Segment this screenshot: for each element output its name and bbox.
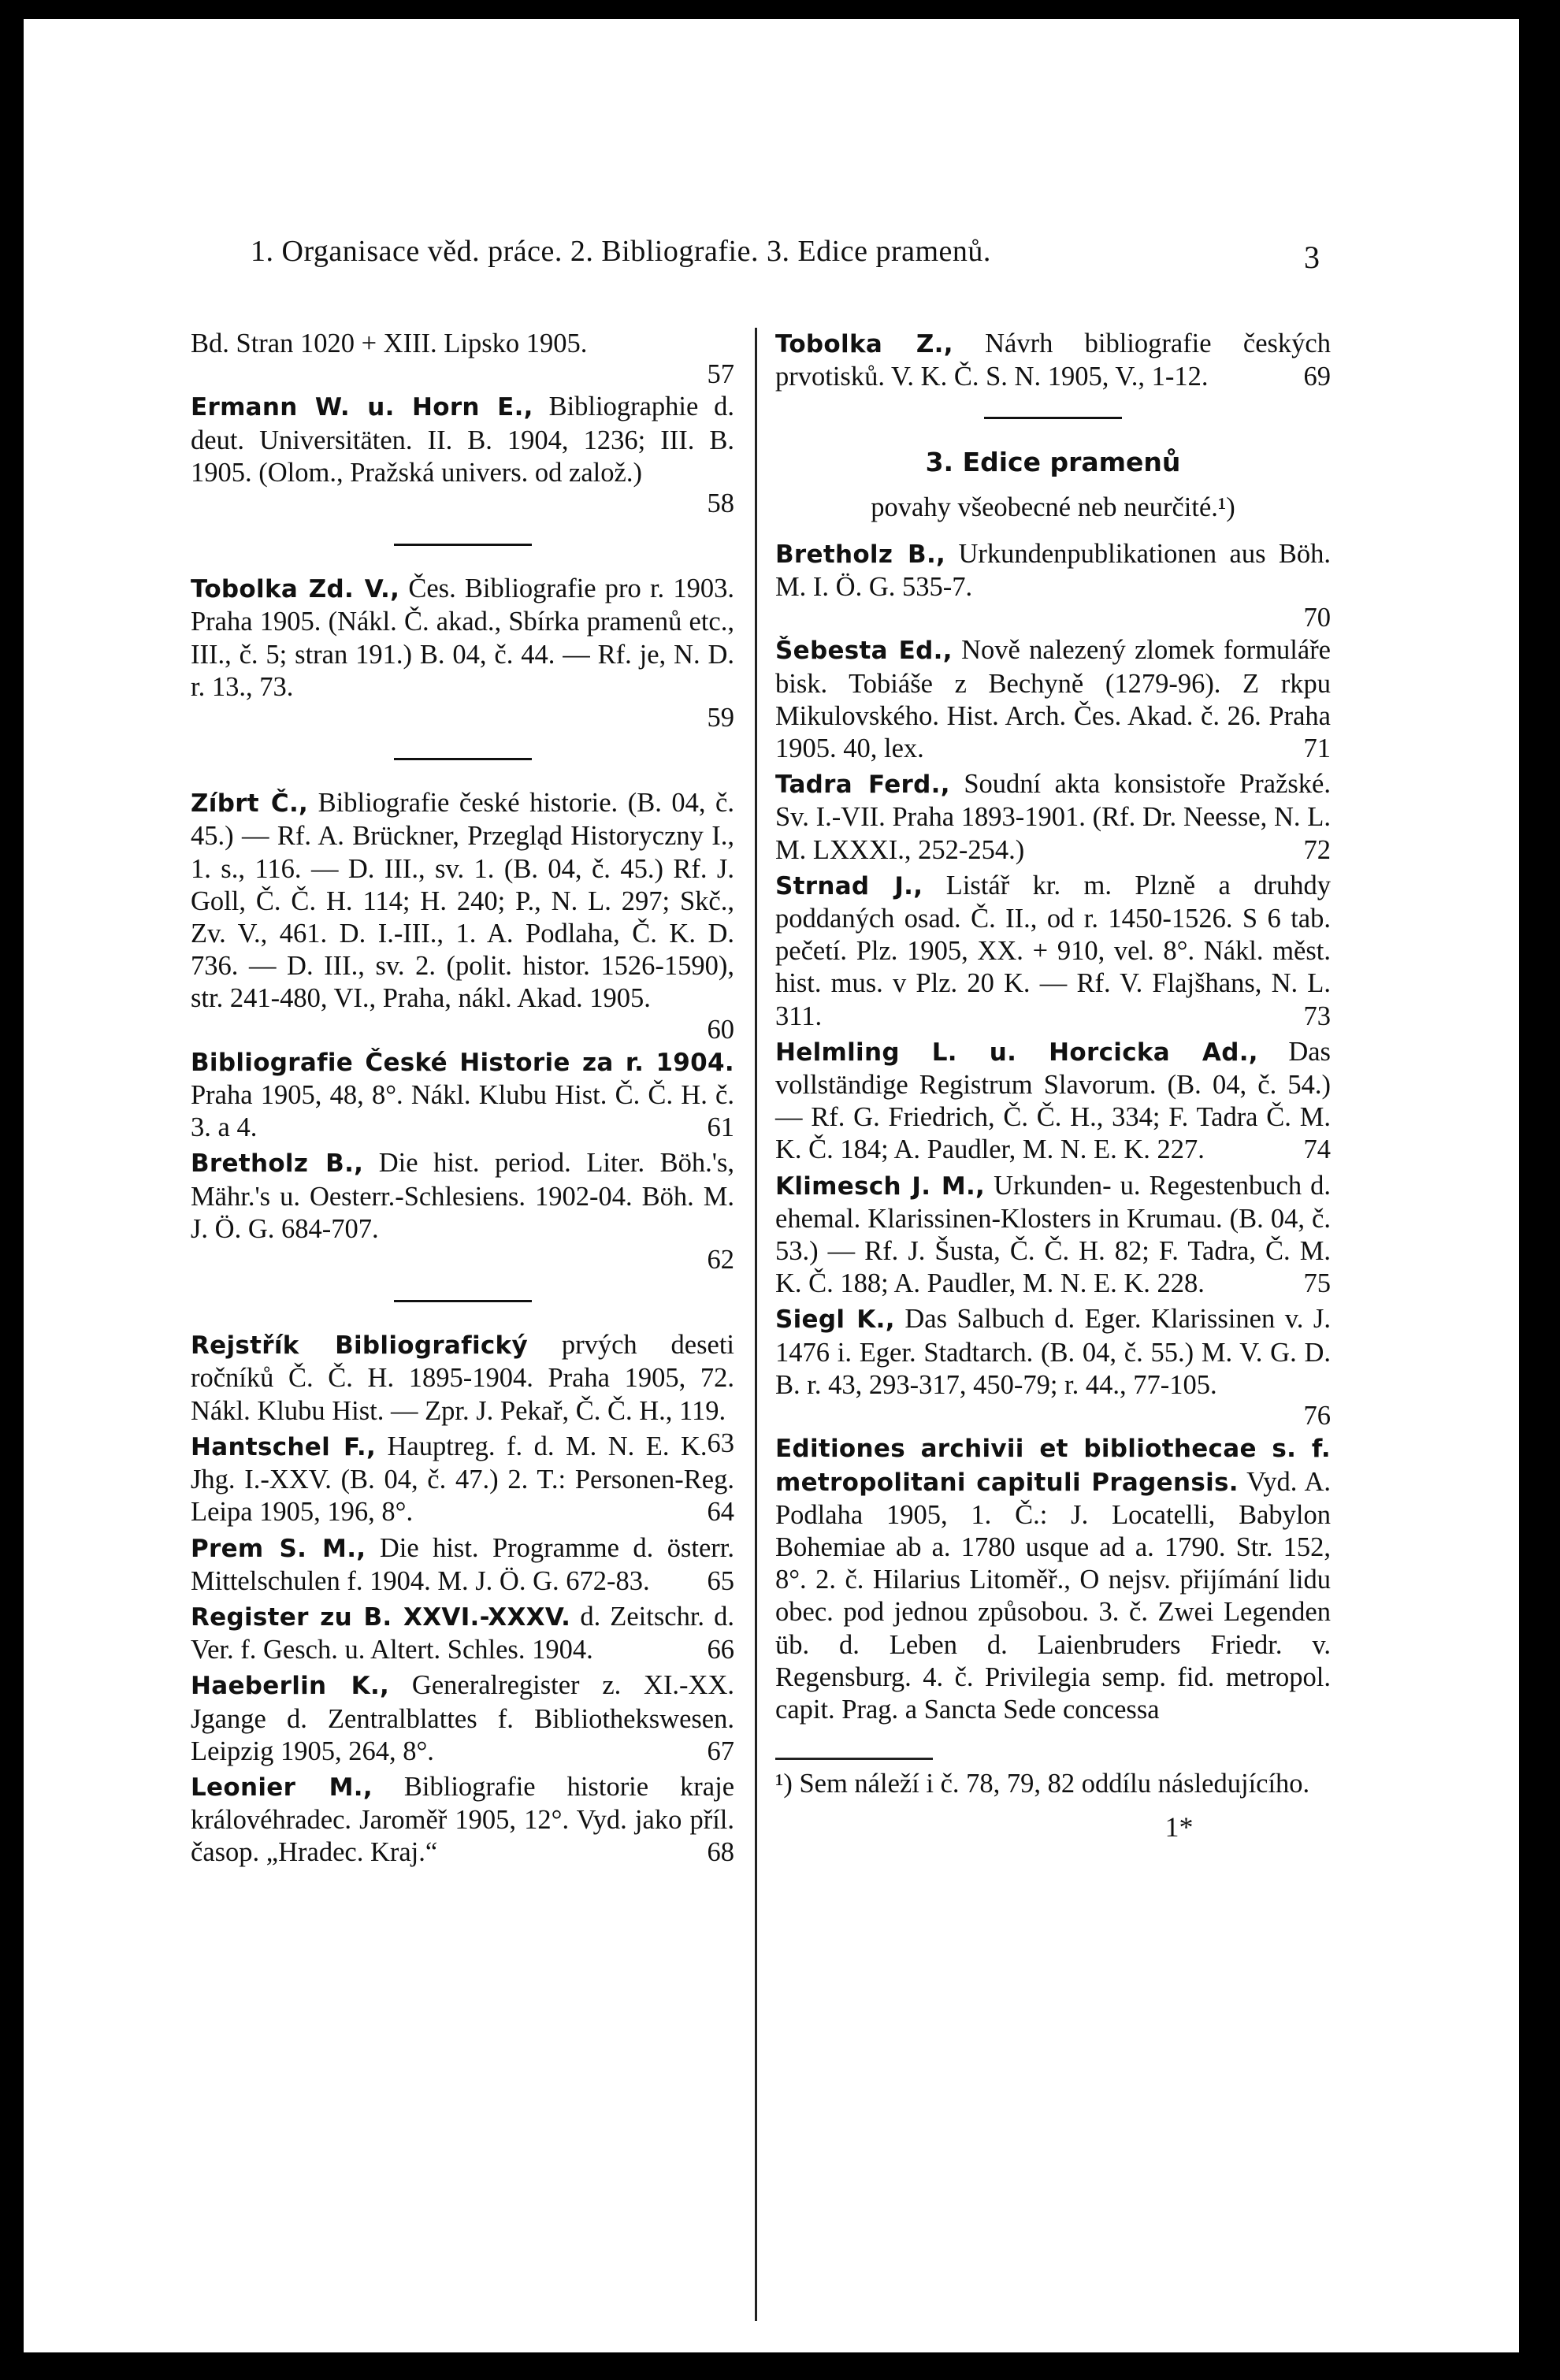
entry-text: Návrh bibliografie českých prvotisků. V. K. Č. S. N. 1905, V., 1-12.: [775, 329, 1331, 392]
bibliography-entry: [191, 328, 734, 360]
entry-author: Register zu B. XXVI.-XXXV.: [191, 1602, 571, 1632]
entry-text: Hauptreg. f. d. M. N. E. K. Jhg. I.-XXV. (B. 04, č. 47.) 2. T.: Personen-Reg. Leipa 1905, 196, 8°.: [191, 1431, 734, 1528]
bibliography-entry: [191, 1431, 734, 1529]
entry-number: 60: [707, 1014, 734, 1045]
entry-author: Rejstřík Bibliografický: [191, 1331, 528, 1361]
column-divider: [755, 328, 757, 2321]
entry-author: Tobolka Zd. V.,: [191, 575, 400, 604]
entry-text: Das Salbuch d. Eger. Klarissinen v. J. 1476 i. Eger. Stadtarch. (B. 04, č. 55.) M. V. G. D. B. r. 43, 293-317, 450-79; r. 44., 77-105.: [775, 1304, 1331, 1400]
entry-author: Tobolka Z.,: [775, 330, 953, 358]
entry-text: Urkundenpublikationen aus Böh. M. I. Ö. G. 535-7.: [775, 538, 1331, 603]
entry-author: Editiones archivii et bibliothecae s. f. metropolitani capituli Pragensis.: [775, 1435, 1331, 1497]
entry-author: Šebesta Ed.,: [775, 637, 953, 666]
section-subtitle: povahy všeobecné neb neurčité.¹): [871, 492, 1235, 522]
bibliography-entry: [191, 787, 734, 1015]
separator-rule: [394, 544, 532, 546]
entry-number: 73: [1303, 1001, 1331, 1031]
entry-author: Zíbrt Č.,: [191, 789, 309, 819]
entry-text: Bibliografie české historie. (B. 04, č. 45.) — Rf. A. Brückner, Przegląd Historyczny I., 1. s., 116. — D. III., sv. 1. (B. 04, č. 45.) Rf. J. Goll, Č. Č. H. 114; H. 240; P., N. L. 297; Skč., Zv. V., 461. D. I.-III., 1. A. Podlaha, Č. K. D. 736. — D. III., sv. 2. (polit. histor. 1526-1590), str. 241-480, VI., Praha, nákl. Akad. 1905.: [191, 788, 734, 1014]
entry-text: Listář kr. m. Plzně a druhdy poddaných osad. Č. II., od r. 1450-1526. S 6 tab. pečetí. Plz. 1905, XX. + 910, vel. 8°. Nákl. měst. hist. mus. v Plz. 20 K. — Rf. V. Flajšhans, N. L. 311.: [775, 870, 1332, 1031]
entry-author: Haeberlin K.,: [191, 1672, 390, 1701]
entry-author: Ermann W. u. Horn E.,: [191, 393, 533, 422]
entry-text: Die hist. Programme d. österr. Mittelschulen f. 1904. M. J. Ö. G. 672-83.: [191, 1532, 734, 1596]
entry-text: Urkunden- u. Regestenbuch d. ehemal. Klarissinen-Klosters in Krumau. (B. 04, č. 53.) — Rf. J. Šusta, Č. Č. H. 82; F. Tadra, Č. M. K. Č. 188; A. Paudler, M. N. E. K. 228.: [775, 1170, 1331, 1299]
entry-author: Helmling L. u. Horcicka Ad.,: [775, 1038, 1258, 1067]
entry-author: Bretholz B.,: [191, 1149, 364, 1179]
entry-number: 63: [707, 1428, 734, 1458]
bibliography-entry: [191, 1147, 734, 1246]
entry-number: 58: [707, 488, 734, 519]
entry-number: 61: [707, 1112, 734, 1143]
left-column: [191, 328, 734, 1869]
entry-text: prvých deseti ročníků Č. Č. H. 1895-1904. Praha 1905, 72. Nákl. Klubu Hist. — Zpr. J. Pekař, Č. Č. H., 119.: [191, 1330, 734, 1426]
entry-text: Soudní akta konsistoře Pražské. Sv. I.-VII. Praha 1893-1901. (Rf. Dr. Neesse, N. L. M. LXXXI., 252-254.): [775, 769, 1331, 865]
entry-number: 72: [1303, 834, 1331, 865]
bibliography-entry: [191, 1669, 734, 1768]
entry-author: Leonier M.,: [191, 1773, 373, 1802]
right-column: [775, 328, 1331, 1844]
entry-number: 66: [707, 1635, 734, 1665]
entry-author: Siegl K.,: [775, 1305, 895, 1335]
entry-text: Nově nalezený zlomek formuláře bisk. Tobiáše z Bechyně (1279-96). Z rkpu Mikulovského. Hist. Arch. Čes. Akad. č. 26. Praha 1905. 40, lex.: [775, 635, 1331, 764]
entry-author: Bibliografie České Historie za r. 1904.: [191, 1048, 734, 1077]
bibliography-entry: [191, 1771, 734, 1869]
entry-number: 71: [1303, 733, 1331, 764]
entry-author: Prem S. M.,: [191, 1534, 366, 1563]
entry-number: 62: [707, 1245, 734, 1275]
entry-author: Klimesch J. M.,: [775, 1171, 986, 1201]
entry-author: Strnad J.,: [775, 871, 923, 900]
separator-rule: [984, 417, 1122, 419]
entry-text: Bd. Stran 1020 + XIII. Lipsko 1905.: [191, 329, 588, 358]
bibliography-entry: [775, 328, 1331, 393]
bibliography-entry: [191, 1601, 734, 1666]
bibliography-entry: [191, 573, 734, 704]
entry-number: 69: [1303, 362, 1331, 392]
bibliography-entry: [191, 1532, 734, 1598]
section-heading: 3. Edice pramenů: [925, 447, 1181, 478]
sheet-signature: 1*: [1164, 1811, 1194, 1843]
entry-author: Hantschel F.,: [191, 1432, 377, 1461]
separator-rule: [394, 758, 532, 760]
entry-number: 74: [1303, 1134, 1331, 1165]
footnote-text: ¹) Sem náleží i č. 78, 79, 82 oddílu následujícího.: [775, 1769, 1310, 1799]
footnote-rule: [775, 1758, 933, 1760]
entry-number: 68: [707, 1837, 734, 1868]
bibliography-entry: [775, 768, 1331, 867]
page-number: 3: [1304, 239, 1320, 275]
running-header: 1. Organisace věd. práce. 2. Bibliografie. 3. Edice pramenů.: [251, 235, 991, 268]
bibliography-entry: [191, 391, 734, 489]
entry-text: Generalregister z. XI.-XX. Jgange d. Zentralblattes f. Bibliothekswesen. Leipzig 1905, 264, 8°.: [191, 1670, 734, 1766]
entry-author: Bretholz B.,: [775, 540, 946, 569]
entry-text: Vyd. A. Podlaha 1905, 1. Č.: J. Locatelli, Babylon Bohemiae ab a. 1780 usque ad a. 1790. Str. 152, 8°. 2. č. Hilarius Litoměř., O nejsv. přijímání lidu obec. pod jednou způsobou. 3. č. Zwei Legenden üb. d. Leben d. Laienbruders Friedr. v. Regensburg. 4. č. Privilegia semp. fid. metropol. capit. Prag. a Sancta Sede concessa: [775, 1466, 1331, 1725]
entry-text: Čes. Bibliografie pro r. 1903. Praha 1905. (Nákl. Č. akad., Sbírka pramenů etc., III., č. 5; stran 191.) B. 04, č. 44. — Rf. je, N. D. r. 13., 73.: [191, 574, 734, 702]
entry-number: 76: [1303, 1401, 1331, 1431]
bibliography-entry: [191, 1046, 734, 1145]
entry-text: Bibliografie historie kraje královéhradec. Jaroměř 1905, 12°. Vyd. jako příl. časop. „Hradec. Kraj.“: [191, 1771, 735, 1868]
bibliography-entry: [775, 870, 1331, 1033]
entry-number: 65: [707, 1565, 734, 1596]
bibliography-entry: [775, 634, 1331, 765]
entry-number: 64: [707, 1497, 734, 1528]
entry-text: Das vollständige Registrum Slavorum. (B. 04, č. 54.) — Rf. G. Friedrich, Č. Č. H., 334; F. Tadra Č. M. K. Č. 184; A. Paudler, M. N. E. K. 227.: [775, 1036, 1331, 1165]
entry-number: 59: [707, 703, 734, 733]
bibliography-entry: [775, 1170, 1331, 1301]
bibliography-entry: [775, 1036, 1331, 1167]
entry-number: 67: [707, 1736, 734, 1766]
entry-number: 75: [1303, 1268, 1331, 1299]
entry-number: 70: [1303, 603, 1331, 633]
entry-text: Bibliographie d. deut. Universitäten. II. B. 1904, 1236; III. B. 1905. (Olom., Pražská univers. od založ.): [191, 392, 734, 488]
entry-text: d. Zeitschr. d. Ver. f. Gesch. u. Altert. Schles. 1904.: [191, 1601, 734, 1665]
entry-text: Praha 1905, 48, 8°. Nákl. Klubu Hist. Č. Č. H. č. 3. a 4.: [191, 1080, 734, 1143]
book-page: [24, 19, 1519, 2352]
entry-number: 57: [707, 359, 734, 390]
bibliography-entry: [775, 1432, 1331, 1726]
entry-text: Die hist. period. Liter. Böh.'s, Mähr.'s u. Oesterr.-Schlesiens. 1902-04. Böh. M. J. Ö. G. 684-707.: [191, 1148, 734, 1244]
separator-rule: [394, 1300, 532, 1302]
bibliography-entry: [775, 538, 1331, 603]
entry-author: Tadra Ferd.,: [775, 770, 950, 800]
bibliography-entry: [775, 1303, 1331, 1402]
